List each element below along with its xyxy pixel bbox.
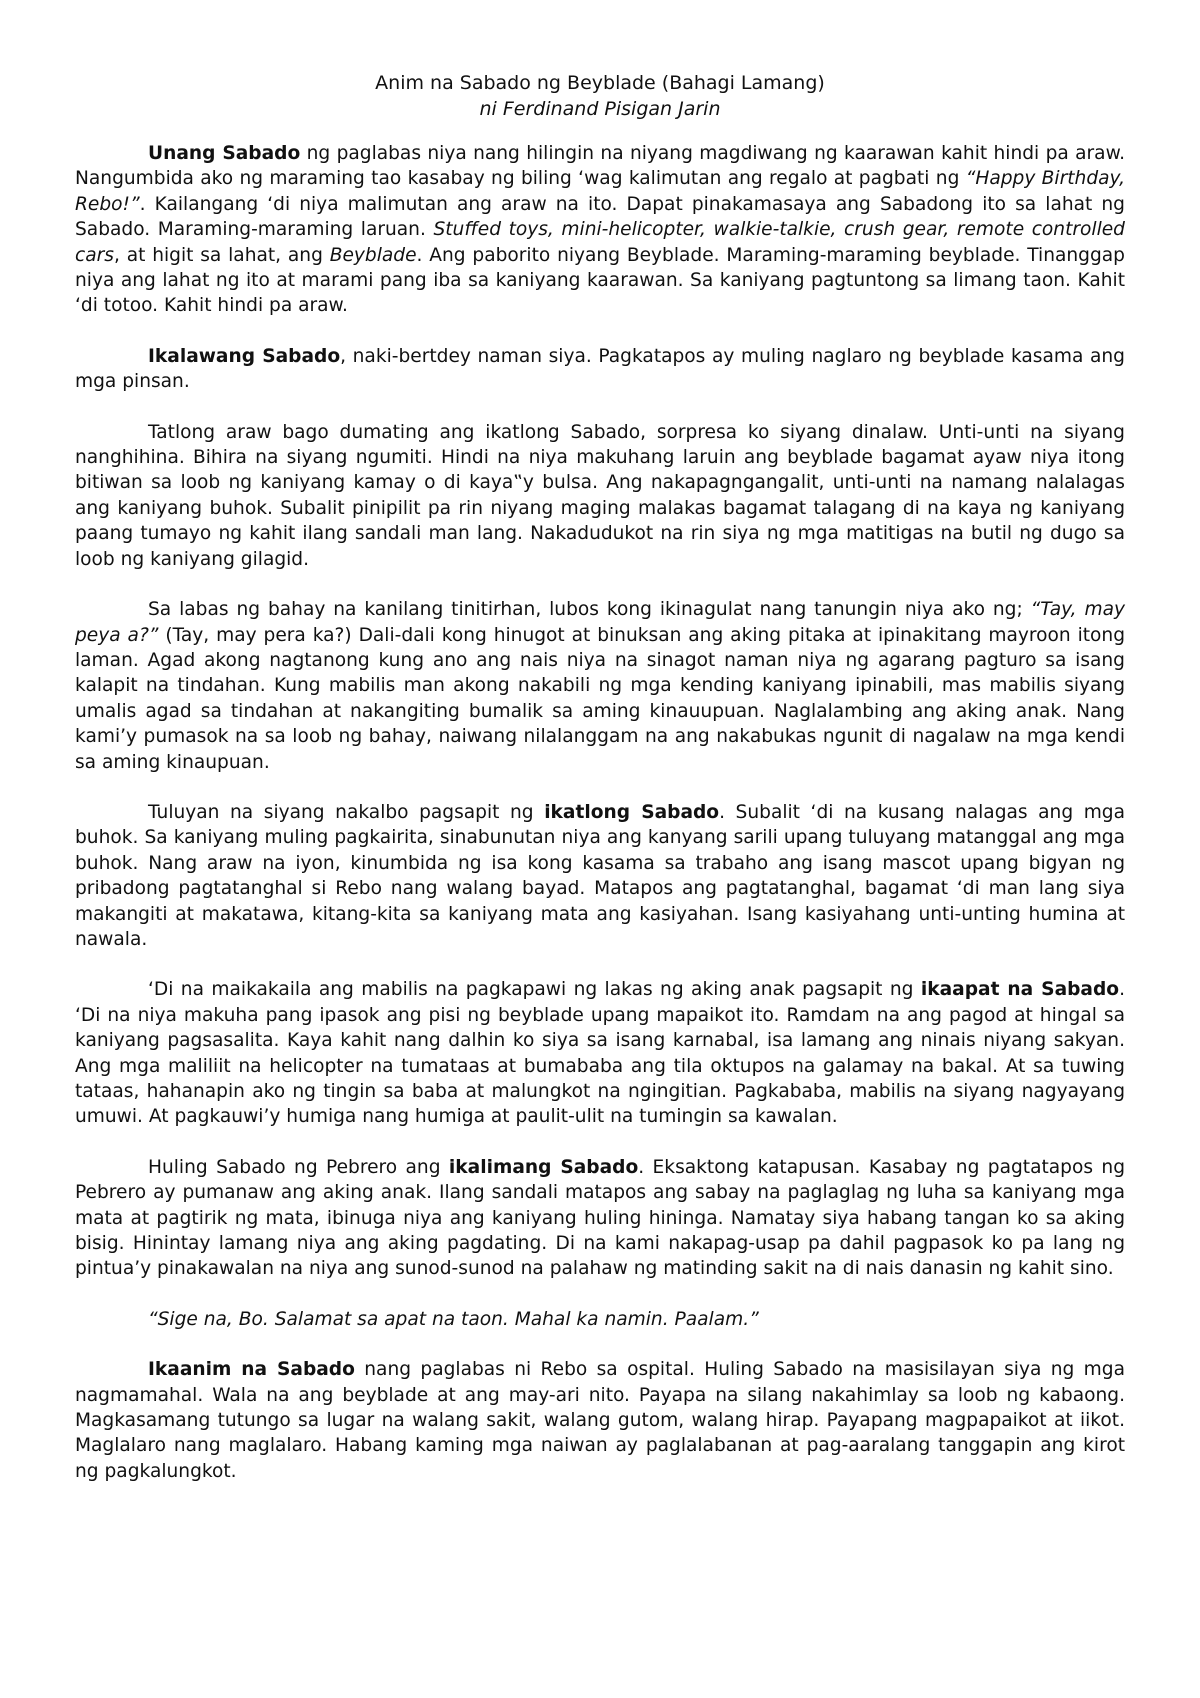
paragraph-ikalimang-sabado (75, 1155, 1125, 1282)
bold-text: Ikalawang Sabado (148, 345, 341, 367)
bold-text: ikalimang Sabado (448, 1156, 639, 1178)
italic-text: “Tay, may peya a?” (75, 599, 1125, 646)
body-text: Huling Sabado ng Pebrero ang (148, 1156, 449, 1178)
body-text: . ‘Di na niya makuha pang ipasok ang pisi ng beyblade upang mapaikot ito. Ramdam na ang pagod at hingal sa kaniyang pagsasalita. Kaya kahit nang dalhin ko siya sa isang karnabal, isa lamang ang ninais niyang sakyan. Ang mga maliliit na helicopter na tumataas at bumababa ang tila oktupos na galamay na bakal. At sa tuwing tataas, hahanapin ako ng tingin sa baba at malungkot na ngingitian. Pagkababa, mabilis na siyang nagyayang umuwi. At pagkauwi’y humiga nang humiga at paulit-ulit na tumingin sa kawalan. (75, 979, 1125, 1128)
body-text: ng paglabas niya nang hilingin na niyang magdiwang ng kaarawan kahit hindi pa araw. Nangumbida ako ng maraming tao kasabay ng biling ‘wag kalimutan ang regalo at pagbati ng (75, 143, 1125, 190)
document-title: Anim na Sabado ng Beyblade (Bahagi Lamang) (375, 72, 825, 94)
bold-text: ikaapat na Sabado (920, 979, 1120, 1001)
body-text: ‘Di na maikakaila ang mabilis na pagkapawi ng lakas ng aking anak pagsapit ng (148, 979, 921, 1001)
paragraph-sa-labas-ng-bahay (75, 597, 1125, 775)
paragraph-ikaanim-na-sabado (75, 1357, 1125, 1484)
body-text: (Tay, may pera ka?) Dali-dali kong hinugot at binuksan ang aking pitaka at ipinakitang mayroon itong laman. Agad akong nagtanong kung ano ang nais niya na sinagot naman niya ng agarang pagturo sa isang kalapit na tindahan. Kung mabilis man akong nakabili ng mga kending kaniyang ipinabili, mas mabilis siyang umalis agad sa tindahan at nakangiting bumalik sa aming kinauupuan. Naglalambing ang aking anak. Nang kami’y pumasok na sa loob ng bahay, naiwang nilalanggam na ang nakabukas ngunit di nagalaw na mga kendi sa aming kinaupuan. (75, 624, 1126, 773)
paragraph-ikaapat-na-sabado (75, 977, 1125, 1129)
body-text: . Kailangang ‘di niya malimutan ang araw na ito. Dapat pinakamasaya ang Sabadong ito sa lahat ng Sabado. Maraming-maraming laruan. (75, 193, 1125, 241)
document-author: ni Ferdinand Pisigan Jarin (479, 98, 721, 120)
body-text: Tuluyan na siyang nakalbo pagsapit ng (148, 801, 545, 823)
italic-text: Beyblade (329, 244, 417, 266)
body-text: . Ang paborito niyang Beyblade. Maraming-maraming beyblade. Tinanggap niya ang lahat ng ito at marami pang iba sa kaniyang kaarawan. Sa kaniyang pagtuntong sa limang taon. Kahit ‘di totoo. Kahit hindi pa araw. (75, 244, 1125, 317)
bold-text: Ikaanim na Sabado (148, 1359, 355, 1381)
body-text: Sa labas ng bahay na kanilang tinitirhan, lubos kong ikinagulat nang tanungin niya ako ng; (148, 599, 1031, 621)
body-text: . Subalit ‘di na kusang nalagas ang mga buhok. Sa kaniyang muling pagkairita, sinabunutan niya ang kanyang sarili upang tuluyang matanggal ang mga buhok. Nang araw na iyon, kinumbida ng isa kong kasama sa trabaho ang isang mascot upang bigyan ng pribadong pagtatanghal si Rebo nang walang bayad. Matapos ang pagtatanghal, bagamat ‘di man lang siya makangiti at makatawa, kitang-kita sa kaniyang mata ang kasiyahan. Isang kasiyahang unti-unting humina at nawala. (75, 801, 1126, 950)
paragraph-ikatlong-sabado (75, 800, 1125, 952)
body-text: nang paglabas ni Rebo sa ospital. Huling Sabado na masisilayan siya ng mga nagmamahal. Wala na ang beyblade at ang may-ari nito. Payapa na silang nakahimlay sa loob ng kabaong. Magkasamang tutungo sa lugar na walang sakit, walang gutom, walang hirap. Payapang magpapaikot at iikot. Maglalaro nang maglalaro. Habang kaming mga naiwan ay paglalabanan at pag-aaralang tanggapin ang kirot ng pagkalungkot. (75, 1359, 1125, 1482)
paragraph-unang-sabado (75, 141, 1125, 319)
paragraph-paalam-quote (75, 1307, 1125, 1332)
italic-text: Stuffed toys, mini-helicopter, walkie-talkie, crush gear, remote controlled cars (75, 219, 1125, 266)
italic-text: “Sige na, Bo. Salamat sa apat na taon. Mahal ka namin. Paalam.” (148, 1308, 759, 1330)
body-text: , at higit sa lahat, ang (113, 244, 330, 266)
italic-text: “Happy Birthday, Rebo!” (75, 168, 1125, 215)
body-text: . Eksaktong katapusan. Kasabay ng pagtatapos ng Pebrero ay pumanaw ang aking anak. Ilang sandali matapos ang sabay na paglaglag ng luha sa kaniyang mga mata at pagtirik ng mata, ibinuga niya ang kaniyang huling hininga. Namatay siya habang tangan ko sa aking bisig. Hinintay lamang niya ang aking pagdating. Di na kami nakapag-usap pa dahil pagpasok ko pa lang ng pintua’y pinakawalan na niya ang sunod-sunod na palahaw ng matinding sakit na di nais danasin ng kahit sino. (75, 1156, 1125, 1280)
bold-text: ikatlong Sabado (544, 801, 720, 823)
body-text: Tatlong araw bago dumating ang ikatlong Sabado, sorpresa ko siyang dinalaw. Unti-unti na siyang nanghihina. Bihira na siyang ngumiti. Hindi na niya makuhang laruin ang beyblade bagamat ayaw niya itong bitiwan sa loob ng kaniyang kamay o di kaya‟y bulsa. Ang nakapagngangalit, unti-unti na namang nalalagas ang kaniyang buhok. Subalit pinipilit pa rin niyang maging malakas bagamat talagang di na kaya ng kaniyang paang tumayo ng kahit ilang sandali man lang. Nakadudukot na rin siya ng mga matitigas na butil ng dugo sa loob ng kaniyang gilagid. (75, 421, 1125, 570)
body-text: , naki-bertdey naman siya. Pagkatapos ay muling naglaro ng beyblade kasama ang mga pinsan. (75, 345, 1125, 393)
paragraph-tatlong-araw (75, 420, 1125, 572)
bold-text: Unang Sabado (148, 143, 301, 164)
paragraph-ikalawang-sabado (75, 344, 1125, 395)
